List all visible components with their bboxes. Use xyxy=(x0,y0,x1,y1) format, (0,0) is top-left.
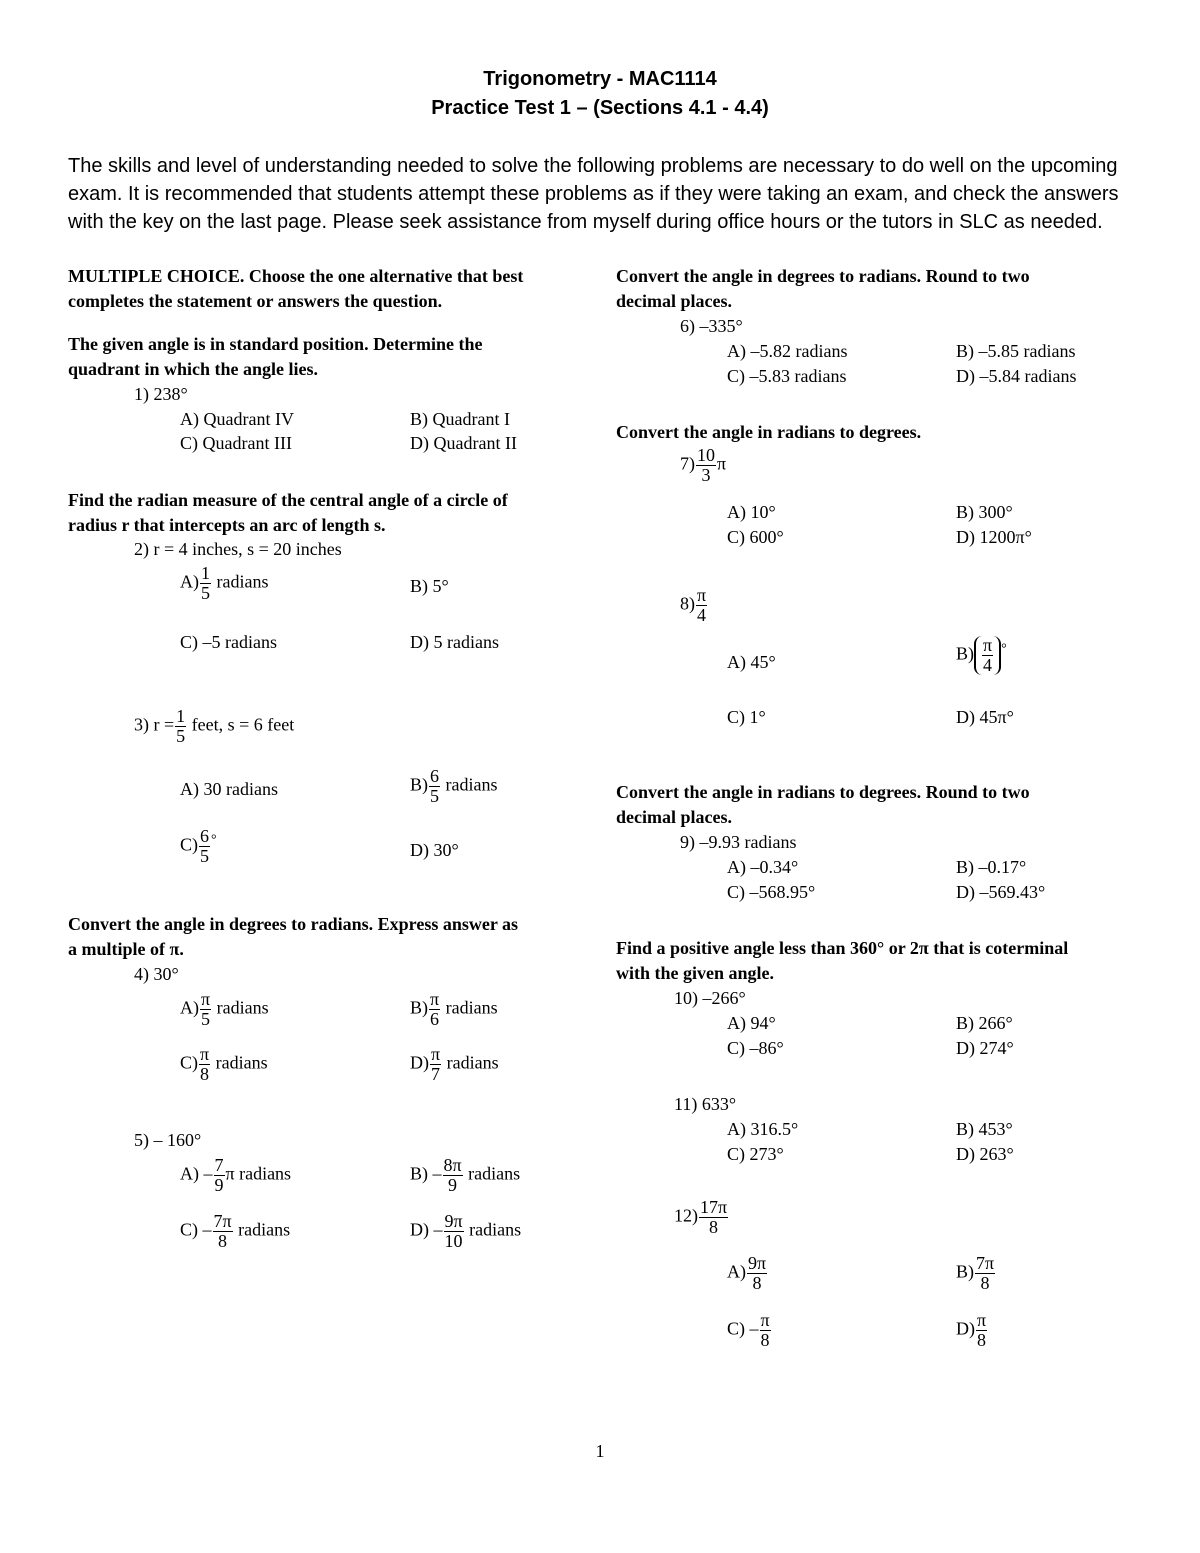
fraction: $\frac{\pi}{8}$ xyxy=(977,1310,987,1350)
question-2-label: 2) r = 4 inches, s = 20 inches xyxy=(134,539,342,559)
q10-option-b[interactable]: B) 266° xyxy=(956,1013,1013,1033)
question-1-label: 1) 238° xyxy=(134,384,188,404)
q7-option-c[interactable]: C) 600° xyxy=(727,527,784,547)
q6-option-c[interactable]: C) –5.83 radians xyxy=(727,366,847,386)
section-heading-deg-to-rad-pi: Convert the angle in degrees to radians. Express answer as a multiple of π. xyxy=(68,914,518,959)
question-9-label: 9) –9.93 radians xyxy=(680,832,797,852)
fraction: $\frac{7\pi}{8}$ xyxy=(213,1211,232,1251)
fraction: $\frac{9\pi}{10}$ xyxy=(444,1211,463,1251)
q10-option-d[interactable]: D) 274° xyxy=(956,1038,1014,1058)
fraction: $\frac{17\pi}{8}$ xyxy=(700,1197,728,1237)
q9-option-b[interactable]: B) –0.17° xyxy=(956,857,1027,877)
q1-option-b[interactable]: B) Quadrant I xyxy=(410,409,510,429)
q1-option-c[interactable]: C) Quadrant III xyxy=(180,433,292,453)
intro-paragraph: The skills and level of understanding needed to solve the following problems are necessary to do well on the upcoming exam. It is recommended that students attempt these problems as if they were taking an exam, and check the answers with the key on the last page. Please seek assistance from myself during office hours or the tutors in SLC as needed. xyxy=(68,155,1119,234)
q2-option-a[interactable]: A) $\frac{1}{5}$ radians xyxy=(180,563,269,603)
q5-option-a[interactable]: A) – $\frac{7}{9}$ π radians xyxy=(180,1155,292,1195)
q9-option-c[interactable]: C) –568.95° xyxy=(727,882,816,902)
q12-option-a[interactable]: A) $\frac{9\pi}{8}$ xyxy=(727,1253,767,1293)
q11-option-a[interactable]: A) 316.5° xyxy=(727,1119,799,1139)
fraction: $\frac{9\pi}{8}$ xyxy=(748,1253,767,1293)
q6-option-a[interactable]: A) –5.82 radians xyxy=(727,341,848,361)
question-8-label: 8) $\frac{\pi}{4}$ xyxy=(680,585,707,625)
q9-option-a[interactable]: A) –0.34° xyxy=(727,857,799,877)
q12-option-c[interactable]: C) – $\frac{\pi}{8}$ xyxy=(727,1310,770,1350)
page-number: 1 xyxy=(595,1441,605,1461)
instructions: MULTIPLE CHOICE. Choose the one alternative that best completes the statement or answers the question. xyxy=(68,266,524,311)
q10-option-a[interactable]: A) 94° xyxy=(727,1013,776,1033)
q3-option-b[interactable]: B) $\frac{6}{5}$ radians xyxy=(410,766,498,806)
section-heading-rad-to-deg-round: Convert the angle in radians to degrees. Round to two decimal places. xyxy=(616,782,1030,827)
q8-option-b[interactable]: B) $\frac{\pi}{4}$ ° xyxy=(956,635,1007,675)
q4-option-a[interactable]: A) $\frac{\pi}{5}$ radians xyxy=(180,989,269,1029)
question-10-label: 10) –266° xyxy=(674,988,746,1008)
q10-option-c[interactable]: C) –86° xyxy=(727,1038,784,1058)
fraction: $\frac{8\pi}{9}$ xyxy=(443,1155,462,1195)
q12-option-d[interactable]: D) $\frac{\pi}{8}$ xyxy=(956,1310,987,1350)
q2-option-b[interactable]: B) 5° xyxy=(410,576,449,596)
q3-option-d[interactable]: D) 30° xyxy=(410,840,459,860)
q2-option-d[interactable]: D) 5 radians xyxy=(410,632,499,652)
fraction: $\frac{\pi}{6}$ xyxy=(430,989,440,1029)
q4-option-d[interactable]: D) $\frac{\pi}{7}$ radians xyxy=(410,1044,499,1084)
q9-option-d[interactable]: D) –569.43° xyxy=(956,882,1046,902)
q8-option-d[interactable]: D) 45π° xyxy=(956,707,1014,727)
q4-option-b[interactable]: B) $\frac{\pi}{6}$ radians xyxy=(410,989,498,1029)
fraction: $\frac{7\pi}{8}$ xyxy=(976,1253,995,1293)
fraction: $\frac{\pi}{4}$ xyxy=(983,635,993,675)
section-heading-radian-measure: Find the radian measure of the central angle of a circle of radius r that intercepts an arc of length s. xyxy=(68,490,508,535)
fraction: $\frac{\pi}{4}$ xyxy=(697,585,707,625)
fraction: $\frac{\pi}{5}$ xyxy=(201,989,211,1029)
q4-option-c[interactable]: C) $\frac{\pi}{8}$ radians xyxy=(180,1044,268,1084)
q7-option-a[interactable]: A) 10° xyxy=(727,502,776,522)
q11-option-c[interactable]: C) 273° xyxy=(727,1144,784,1164)
fraction: $\frac{6}{5}$ xyxy=(200,826,209,866)
section-heading-rad-to-deg: Convert the angle in radians to degrees. xyxy=(616,422,922,442)
fraction: $\frac{1}{5}$ xyxy=(176,706,186,746)
fraction: $\frac{10}{3}$ xyxy=(697,445,715,485)
section-heading-quadrant: The given angle is in standard position. Determine the quadrant in which the angle lies. xyxy=(68,334,483,379)
q1-option-a[interactable]: A) Quadrant IV xyxy=(180,409,294,429)
q3-option-a[interactable]: A) 30 radians xyxy=(180,779,278,799)
question-5-label: 5) – 160° xyxy=(134,1130,202,1150)
q5-option-d[interactable]: D) – $\frac{9\pi}{10}$ radians xyxy=(410,1211,522,1251)
document-subtitle: Practice Test 1 – (Sections 4.1 - 4.4) xyxy=(431,97,769,119)
q8-option-c[interactable]: C) 1° xyxy=(727,707,766,727)
question-3-label: 3) r = $\frac{1}{5}$ feet, s = 6 feet xyxy=(134,706,295,746)
q7-option-d[interactable]: D) 1200π° xyxy=(956,527,1032,547)
q6-option-b[interactable]: B) –5.85 radians xyxy=(956,341,1076,361)
q11-option-b[interactable]: B) 453° xyxy=(956,1119,1013,1139)
q2-option-c[interactable]: C) –5 radians xyxy=(180,632,277,652)
question-4-label: 4) 30° xyxy=(134,964,179,984)
fraction: $\frac{\pi}{8}$ xyxy=(200,1044,210,1084)
question-12-label: 12) $\frac{17\pi}{8}$ xyxy=(674,1197,728,1237)
q11-option-d[interactable]: D) 263° xyxy=(956,1144,1014,1164)
section-heading-deg-to-rad-round: Convert the angle in degrees to radians. Round to two decimal places. xyxy=(616,266,1030,311)
q5-option-b[interactable]: B) – $\frac{8\pi}{9}$ radians xyxy=(410,1155,521,1195)
fraction: $\frac{7}{9}$ xyxy=(214,1155,224,1195)
fraction: $\frac{\pi}{7}$ xyxy=(431,1044,441,1084)
q6-option-d[interactable]: D) –5.84 radians xyxy=(956,366,1077,386)
document-title: Trigonometry - MAC1114 xyxy=(483,68,717,90)
q5-option-c[interactable]: C) – $\frac{7\pi}{8}$ radians xyxy=(180,1211,291,1251)
question-6-label: 6) –335° xyxy=(680,316,743,336)
q1-option-d[interactable]: D) Quadrant II xyxy=(410,433,517,453)
fraction: $\frac{\pi}{8}$ xyxy=(760,1310,770,1350)
section-heading-coterminal: Find a positive angle less than 360° or 2π that is coterminal with the given angle. xyxy=(616,938,1069,983)
parentheses xyxy=(974,636,1001,675)
question-11-label: 11) 633° xyxy=(674,1094,737,1114)
question-7-label: 7) $\frac{10}{3}$ π xyxy=(680,445,727,485)
q3-option-c[interactable]: C) $\frac{6}{5}$ ° xyxy=(180,826,217,866)
q12-option-b[interactable]: B) $\frac{7\pi}{8}$ xyxy=(956,1253,995,1293)
fraction: $\frac{1}{5}$ xyxy=(201,563,210,603)
q7-option-b[interactable]: B) 300° xyxy=(956,502,1013,522)
q8-option-a[interactable]: A) 45° xyxy=(727,652,776,672)
fraction: $\frac{6}{5}$ xyxy=(430,766,439,806)
